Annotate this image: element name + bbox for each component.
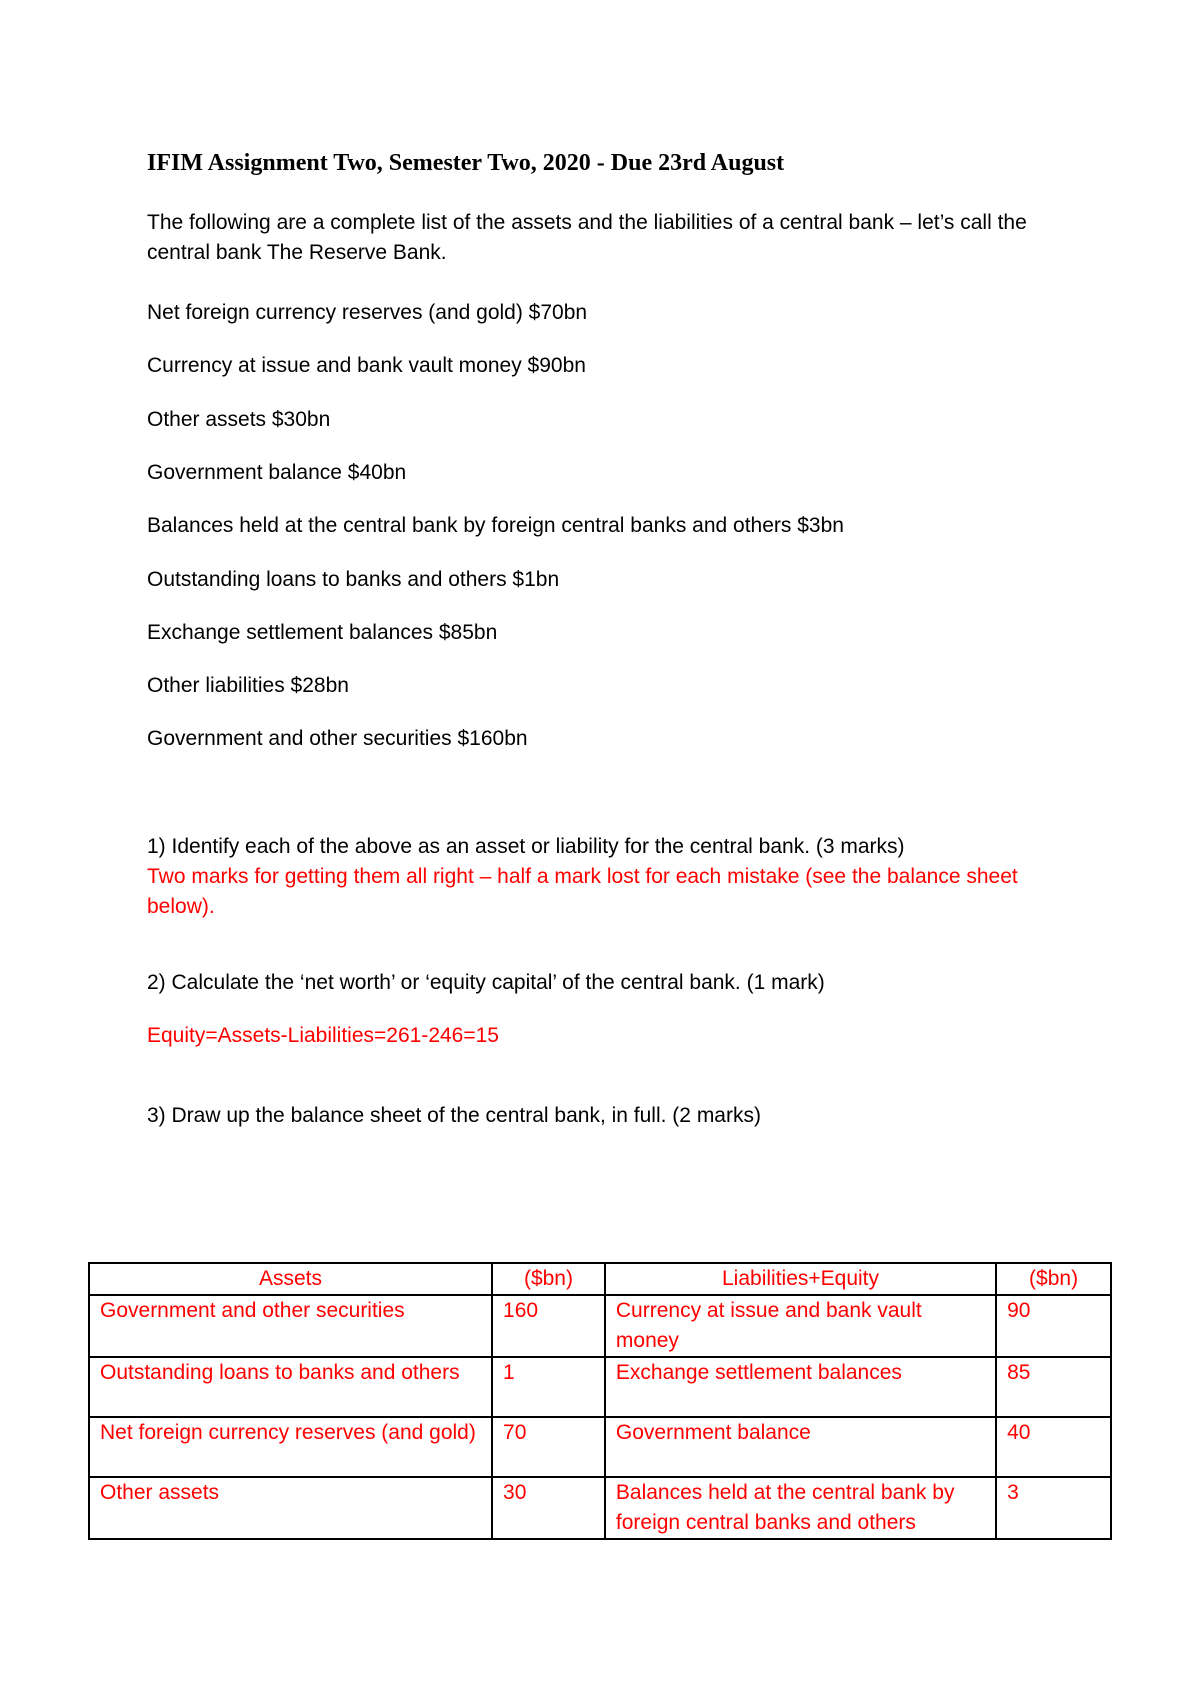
balance-sheet-table	[88, 1262, 1112, 1540]
liability-amount: 3	[996, 1477, 1111, 1539]
header-liabilities-equity: Liabilities+Equity	[605, 1263, 996, 1295]
list-item: Balances held at the central bank by foreign central banks and others $3bn	[147, 514, 844, 537]
liability-name: Government balance	[605, 1417, 996, 1477]
header-assets-amount: ($bn)	[492, 1263, 605, 1295]
list-item: Exchange settlement balances $85bn	[147, 621, 498, 644]
asset-name: Net foreign currency reserves (and gold)	[89, 1417, 492, 1477]
asset-name: Outstanding loans to banks and others	[89, 1357, 492, 1417]
question-3: 3) Draw up the balance sheet of the central bank, in full. (2 marks)	[147, 1104, 761, 1127]
table-row	[89, 1357, 1111, 1417]
question-1-answer: Two marks for getting them all right – half a mark lost for each mistake (see the balance sheet below).	[147, 865, 1018, 918]
asset-name: Government and other securities	[89, 1295, 492, 1357]
intro-paragraph: The following are a complete list of the assets and the liabilities of a central bank – let’s call the central bank The Reserve Bank.	[147, 211, 1027, 264]
table-row	[89, 1417, 1111, 1477]
list-item: Government balance $40bn	[147, 461, 407, 484]
list-item: Currency at issue and bank vault money $90bn	[147, 354, 586, 377]
liability-amount: 90	[996, 1295, 1111, 1357]
list-item: Government and other securities $160bn	[147, 727, 528, 750]
list-item: Net foreign currency reserves (and gold) $70bn	[147, 301, 588, 324]
table-header-row	[89, 1263, 1111, 1295]
table-row	[89, 1477, 1111, 1539]
liability-name: Balances held at the central bank by foreign central banks and others	[605, 1477, 996, 1539]
asset-amount: 1	[492, 1357, 605, 1417]
header-liabilities-amount: ($bn)	[996, 1263, 1111, 1295]
document-title: IFIM Assignment Two, Semester Two, 2020 - Due 23rd August	[147, 150, 785, 176]
liability-name: Exchange settlement balances	[605, 1357, 996, 1417]
asset-amount: 30	[492, 1477, 605, 1539]
liability-amount: 40	[996, 1417, 1111, 1477]
list-item: Other liabilities $28bn	[147, 674, 349, 697]
question-1: 1) Identify each of the above as an asset or liability for the central bank. (3 marks)	[147, 835, 905, 858]
list-item: Outstanding loans to banks and others $1bn	[147, 568, 560, 591]
asset-amount: 160	[492, 1295, 605, 1357]
question-2-answer: Equity=Assets-Liabilities=261-246=15	[147, 1024, 499, 1047]
liability-amount: 85	[996, 1357, 1111, 1417]
asset-amount: 70	[492, 1417, 605, 1477]
list-item: Other assets $30bn	[147, 408, 331, 431]
table-row	[89, 1295, 1111, 1357]
liability-name: Currency at issue and bank vault money	[605, 1295, 996, 1357]
asset-name: Other assets	[89, 1477, 492, 1539]
question-2: 2) Calculate the ‘net worth’ or ‘equity capital’ of the central bank. (1 mark)	[147, 971, 825, 994]
header-assets: Assets	[89, 1263, 492, 1295]
